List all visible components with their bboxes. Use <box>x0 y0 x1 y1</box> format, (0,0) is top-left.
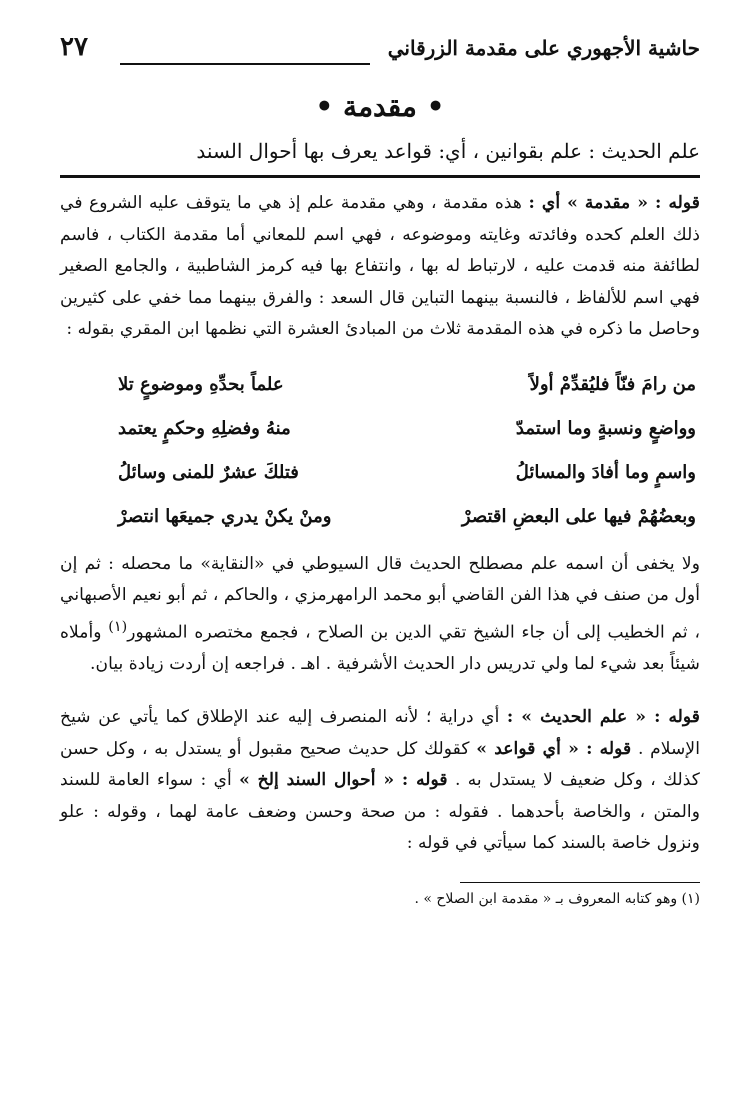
verse-row <box>60 363 700 407</box>
verse-row <box>60 495 700 539</box>
verse-first-hemistich: من رامَ فنّاً فليُقدِّمْ أولاً <box>529 374 696 396</box>
verse-second-hemistich: ومنْ يكنْ يدري جميعَها انتصرْ <box>118 506 332 528</box>
commentary-label: قوله : « علم الحديث » : <box>506 707 700 728</box>
footnote-rule <box>460 882 700 883</box>
commentary-label: قوله : « أي قواعد » <box>476 738 632 759</box>
verse-second-hemistich: علماً بحدِّهِ وموضوعٍ تلا <box>118 374 284 396</box>
footnote-ref[interactable]: (١) <box>108 618 128 635</box>
commentary-paragraph-2 <box>60 549 700 681</box>
verse-first-hemistich: وبعضُهُمْ فيها على البعضِ اقتصرْ <box>461 506 696 528</box>
running-head <box>60 28 700 68</box>
verse-row <box>60 407 700 451</box>
commentary-text: وأملاه شيئاً بعد شيء لما ولي تدريس دار الحديث الأشرفية . اهـ . فراجعه إن أردت زيادة بيان. <box>60 622 700 674</box>
verse-row <box>60 451 700 495</box>
commentary-label: قوله : « أحوال السند إلخ » <box>239 770 448 791</box>
matn-text: علم الحديث : علم بقوانين ، أي: قواعد يعرف بها أحوال السند <box>196 139 700 163</box>
commentary-text: أي : سواء العامة للسند والمتن ، والخاصة بأحدهما . فقوله : من صحة وحسن وضعف عامة لهما ، وقوله : علو ونزول خاصة بالسند كما سيأتي في قوله : <box>60 770 700 854</box>
page-number: ٢٧ <box>60 32 88 62</box>
running-title: حاشية الأجهوري على مقدمة الزرقاني <box>387 36 700 60</box>
page <box>60 28 700 907</box>
verse-first-hemistich: واسمٍ وما أفادَ والمسائلُ <box>515 462 696 484</box>
footnote: (١) وهو كتابه المعروف بـ « مقدمة ابن الصلاح » . <box>414 890 700 907</box>
matn-rule <box>60 175 700 178</box>
commentary-label: قوله : « مقدمة » أي : <box>528 193 700 213</box>
header-rule <box>120 63 370 65</box>
commentary-text: ولا يخفى أن اسمه علم مصطلح الحديث قال السيوطي في «النقاية» ما محصله : ثم إن أول من صنف في هذا الفن القاضي أبو محمد الرامهرمزي ، والحاكم ، ثم أبو نعيم الأصبهاني ، ثم الخطيب إلى أن جاء الشيخ تقي الدين بن الصلاح ، فجمع مختصره المشهور <box>60 553 700 643</box>
commentary-paragraph-3 <box>60 702 700 860</box>
section-title: • مقدمة • <box>315 90 445 123</box>
commentary-paragraph-1 <box>60 188 700 346</box>
verse-block <box>60 363 700 539</box>
commentary-text: هذه مقدمة ، وهي مقدمة علم إذ هي ما يتوقف عليه الشروع في ذلك العلم كحده وفائدته وغايته وموضوعه ، فهي اسم للمعاني أما مقدمة الكتاب ، فاسم لطائفة منه قدمت عليه ، لارتباط له بها ، وانتفاع بها فيه كرمز الشاطبية ، والجامع الصغير فهي اسم للألفاظ ، فالنسبة بينهما التباين قال السعد : والفرق بينهما مما خفي على كثيرين وحاصل ما ذكره في هذه المقدمة ثلاث من المبادئ العشرة التي نظمها ابن المقري بقوله : <box>60 193 700 339</box>
commentary-text: أي دراية ؛ لأنه المنصرف إليه عند الإطلاق كما يأتي عن شيخ الإسلام . <box>60 707 701 759</box>
verse-second-hemistich: منهُ وفضلِهِ وحكمٍ يعتمد <box>118 418 291 440</box>
verse-first-hemistich: وواضعٍ ونسبةٍ وما استمدّ <box>515 418 696 440</box>
verse-second-hemistich: فتلكَ عشرٌ للمنى وسائلُ <box>118 462 299 484</box>
commentary-text: كقولك كل حديث صحيح مقبول أو يستدل به ، وكل حسن كذلك ، وكل ضعيف لا يستدل به . <box>60 738 700 791</box>
